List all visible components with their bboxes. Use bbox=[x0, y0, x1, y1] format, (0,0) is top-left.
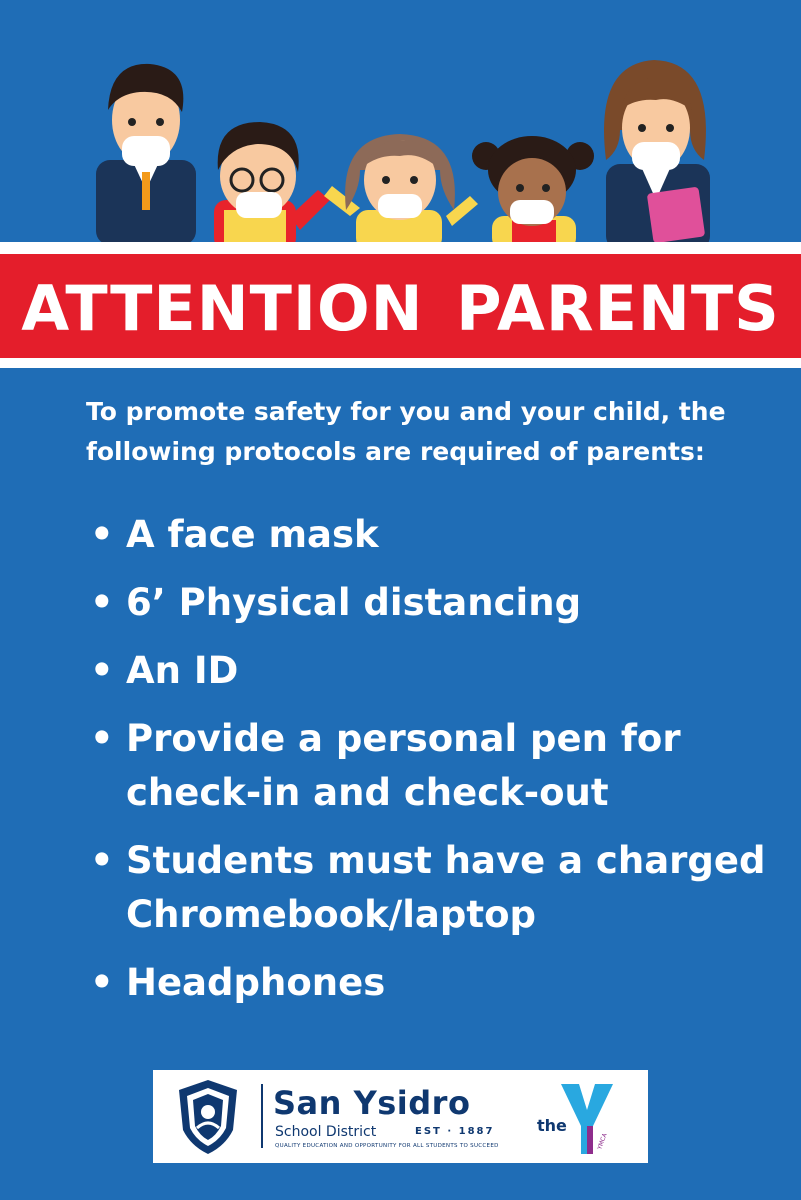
banner-top-stripe bbox=[0, 242, 801, 254]
ymca-logo-icon bbox=[557, 1080, 617, 1156]
item-text-line-1: Students must have a charged bbox=[126, 839, 766, 882]
ymca-the-text: the bbox=[537, 1116, 567, 1135]
ymca-mark-text: YMCA bbox=[596, 1132, 609, 1151]
boy-figure bbox=[214, 122, 330, 250]
list-item bbox=[90, 576, 770, 630]
bullet-icon: • bbox=[90, 581, 114, 624]
protocol-list bbox=[90, 508, 770, 1024]
item-text: An ID bbox=[126, 649, 239, 692]
logo-divider bbox=[261, 1084, 263, 1148]
masked-family-illustration bbox=[0, 40, 801, 255]
item-text: Headphones bbox=[126, 961, 386, 1004]
girl-puffs-figure bbox=[472, 136, 594, 250]
man-figure bbox=[96, 64, 196, 245]
item-text: A face mask bbox=[126, 513, 379, 556]
bullet-icon: • bbox=[90, 717, 114, 760]
list-item bbox=[90, 644, 770, 698]
bullet-icon: • bbox=[90, 513, 114, 556]
intro-text: To promote safety for you and your child, the following protocols are required of parents: bbox=[86, 397, 726, 466]
district-shield-icon bbox=[175, 1078, 241, 1156]
district-subtitle: School District bbox=[275, 1124, 377, 1140]
item-text-line-2: Chromebook/laptop bbox=[126, 893, 536, 936]
item-text: 6’ Physical distancing bbox=[126, 581, 582, 624]
district-established: EST · 1887 bbox=[415, 1126, 495, 1137]
district-tagline: QUALITY EDUCATION AND OPPORTUNITY FOR ALL STUDENTS TO SUCCEED bbox=[275, 1143, 499, 1149]
district-name: San Ysidro bbox=[273, 1084, 471, 1122]
list-item bbox=[90, 508, 770, 562]
woman-figure bbox=[604, 60, 710, 250]
sponsor-logo-box bbox=[153, 1070, 648, 1163]
girl-figure bbox=[324, 134, 478, 250]
list-item bbox=[90, 956, 770, 1010]
bullet-icon: • bbox=[90, 961, 114, 1004]
item-text-line-2: check-in and check-out bbox=[126, 771, 609, 814]
bullet-icon: • bbox=[90, 839, 114, 882]
bullet-icon: • bbox=[90, 649, 114, 692]
list-item bbox=[90, 712, 770, 820]
banner-title: ATTENTION PARENTS bbox=[21, 272, 780, 345]
item-text-line-1: Provide a personal pen for bbox=[126, 717, 681, 760]
list-item bbox=[90, 834, 770, 942]
banner-bottom-stripe bbox=[0, 358, 801, 368]
